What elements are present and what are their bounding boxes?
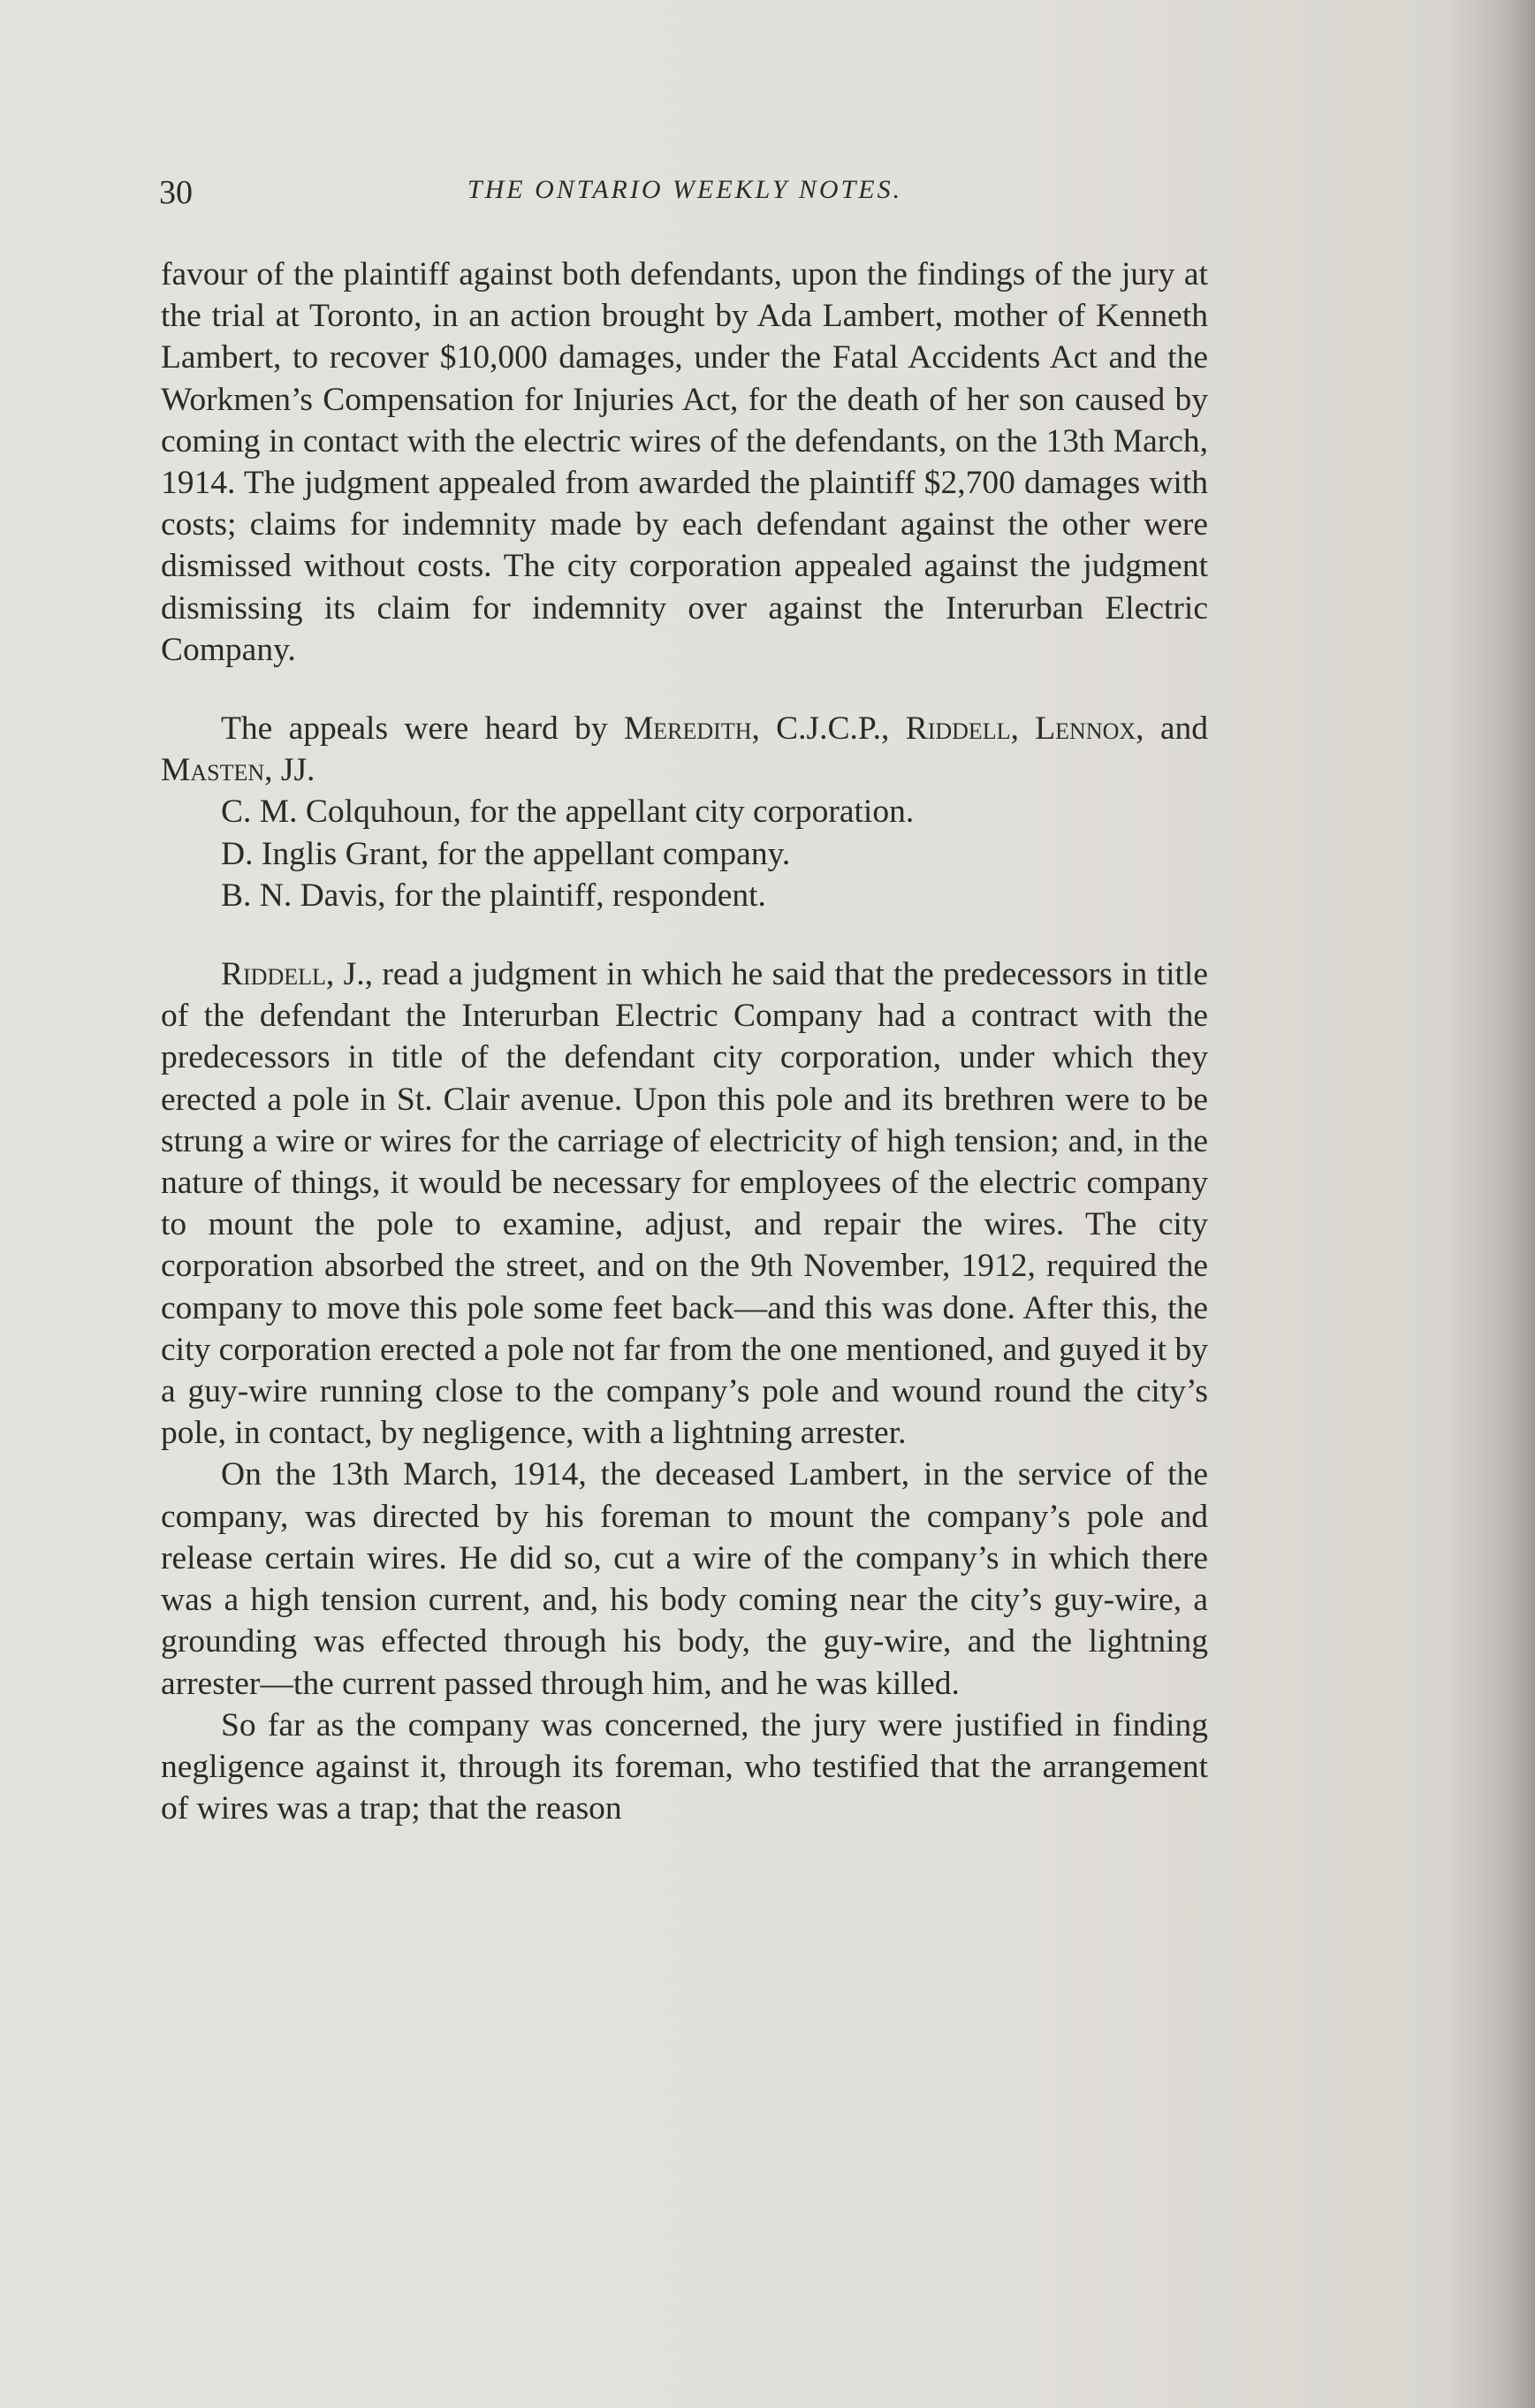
judge-name: Masten bbox=[161, 752, 265, 789]
body-text bbox=[161, 254, 1208, 1829]
bench-separator: , and bbox=[1136, 710, 1208, 748]
page-number: 30 bbox=[159, 174, 193, 211]
bench-separator: , C.J.C.P., bbox=[751, 710, 906, 748]
judge-name: Riddell bbox=[905, 710, 1011, 748]
counsel-line: C. M. Colquhoun, for the appellant city corporation. bbox=[221, 794, 915, 831]
judgment-judge: Riddell bbox=[221, 956, 326, 993]
intro-paragraph: favour of the plaintiff against both defendants, upon the findings of the jury at the trial at Toronto, in an action brought by Ada Lambert, mother of Kenneth Lambert, to recover $10,000 damages, under the Fatal Accidents Act and the Workmen’s Compensation for Injuries Act, for the death of her son caused by coming in contact with the electric wires of the defendants, on the 13th March, 1914. The judgment appealed from awarded the plaintiff $2,700 damages with costs; claims for indemnity made by each defendant against the other were dismissed without costs. The city corporation appealed against the judgment dismissing its claim for indemnity over against the Interurban Electric Company. bbox=[161, 256, 1208, 668]
page-header bbox=[159, 173, 1211, 226]
bench-suffix: , JJ. bbox=[264, 752, 315, 789]
judge-name: Meredith bbox=[623, 710, 752, 748]
judgment-text: , J., read a judgment in which he said that the predecessors in title of the defendant the Interurban Electric Company had a contract with the predecessors in title of the defendant city corporation, under which they erected a pole in St. Clair avenue. Upon this pole and its brethren were to be strung a wire or wires for the carriage of electricity of high tension; and, in the nature of things, it would be necessary for employees of the electric company to mount the pole to examine, adjust, and repair the wires. The city corporation absorbed the street, and on the 9th November, 1912, required the company to move this pole some feet back—and this was done. After this, the city corporation erected a pole not far from the one mentioned, and guyed it by a guy-wire running close to the company’s pole and wound round the city’s pole, in contact, by negligence, with a lightning arrester. bbox=[161, 956, 1208, 1452]
negligence-paragraph: So far as the company was concerned, the jury were justified in finding negligence against it, through its foreman, who testified that the arrangement of wires was a trap; that the reason bbox=[161, 1706, 1208, 1827]
bench-paragraph bbox=[161, 708, 1208, 791]
judgment-paragraph bbox=[161, 953, 1208, 1454]
facts-paragraph: On the 13th March, 1914, the deceased Lambert, in the service of the company, was directed by his foreman to mount the company’s pole and release certain wires. He did so, cut a wire of the company’s in which there was a high tension current, and, his body coming near the city’s guy-wire, a grounding was effected through his body, the guy-wire, and the lightning arrester—the current passed through him, and he was killed. bbox=[161, 1456, 1208, 1702]
counsel-line: D. Inglis Grant, for the appellant company. bbox=[221, 835, 791, 872]
counsel-line: B. N. Davis, for the plaintiff, respondent. bbox=[221, 877, 766, 914]
judge-name: Lennox bbox=[1035, 710, 1136, 748]
running-title: THE ONTARIO WEEKLY NOTES. bbox=[467, 175, 903, 204]
bench-prefix: The appeals were heard by bbox=[221, 710, 624, 748]
bench-separator: , bbox=[1010, 710, 1036, 748]
